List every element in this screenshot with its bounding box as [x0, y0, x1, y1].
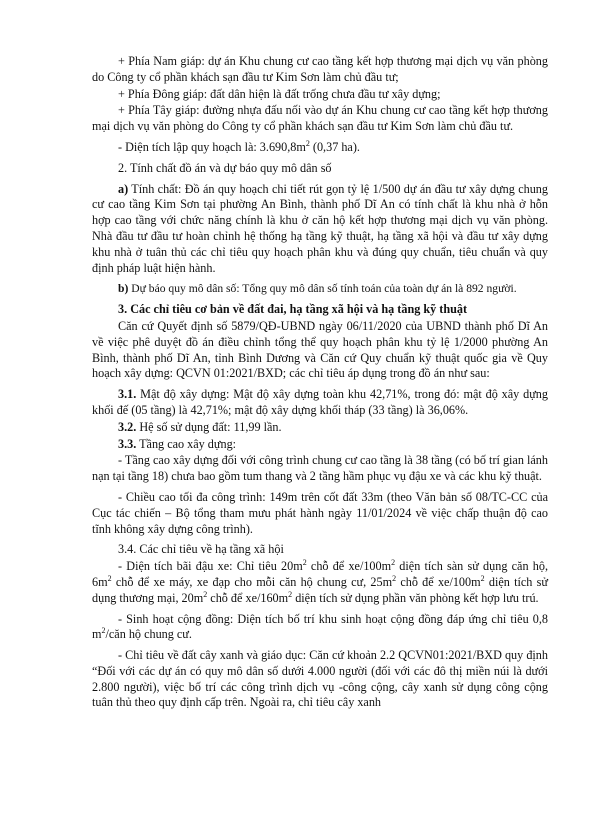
paragraph-max-height: [92, 490, 548, 537]
superscript: 2: [391, 558, 396, 568]
lead-label: 3.1.: [118, 387, 137, 402]
paragraph-3-4: [92, 542, 548, 558]
text: - Diện tích lập quy hoạch là: 3.690,8m: [118, 139, 306, 154]
paragraph-nature: [92, 182, 548, 277]
text: chỗ để xe/160m: [207, 590, 289, 605]
superscript: 2: [302, 558, 307, 568]
paragraph-3-2: [92, 420, 548, 436]
paragraph-legal-basis: [92, 319, 548, 382]
text: + Phía Nam giáp: dự án Khu chung cư cao tầng kết hợp thương mại dịch vụ văn phòng do Công ty cổ phần khách sạn đầu tư Kim Sơn làm chủ đầu tư;: [92, 54, 548, 84]
text: (0,37 ha).: [309, 139, 360, 154]
text: chỗ để xe máy, xe đạp cho mỗi căn hộ chung cư, 25m: [111, 574, 393, 589]
paragraph-population: [92, 281, 548, 297]
superscript: 2: [480, 573, 485, 583]
paragraph-community: [92, 612, 548, 644]
lead-label: a): [118, 181, 129, 196]
paragraph-floor-count: [92, 453, 548, 485]
paragraph-3-3: [92, 437, 548, 453]
text: 3. Các chỉ tiêu cơ bản về đất đai, hạ tầng xã hội và hạ tầng kỹ thuật: [118, 302, 468, 317]
text: chỗ để xe/100m: [306, 559, 392, 574]
section-heading-2: [92, 161, 548, 177]
lead-label: b): [118, 282, 129, 296]
text: + Phía Đông giáp: đất dân hiện là đất trống chưa đầu tư xây dựng;: [118, 86, 441, 101]
superscript: 2: [107, 573, 112, 583]
text: 3.4. Các chỉ tiêu về hạ tầng xã hội: [118, 542, 284, 557]
paragraph-3-1: [92, 387, 548, 419]
text: - Sinh hoạt cộng đồng: Diện tích bố trí khu sinh hoạt cộng đồng đáp ứng chỉ tiêu 0,8 m: [92, 611, 548, 642]
paragraph-green-education: [92, 648, 548, 711]
lead-label: 3.2.: [118, 419, 137, 434]
text: - Chỉ tiêu về đất cây xanh và giáo dục: Căn cứ khoản 2.2 QCVN01:2021/BXD quy định “Đối với các dự án có quy mô dân số dưới 4.000 người (đối với các đô thị miền núi là dưới 2.800 người), việc bố trí các công trình dịch vụ -công cộng, cây xanh sử dụng công cộng tuân thủ theo quy định cấp trên. Ngoài ra, chỉ tiêu cây xanh: [92, 648, 548, 710]
text: diện tích sàn sử dụng căn hộ, 6m: [92, 559, 548, 589]
paragraph-parking: [92, 559, 548, 606]
superscript: 2: [392, 573, 397, 583]
text: Tính chất: Đồ án quy hoạch chi tiết rút gọn tỷ lệ 1/500 dự án đầu tư xây dựng chung cư cao tầng Kim Sơn tại phường An Bình, thành phố Dĩ An có tính chất là khu nhà ở hỗn hợp cao tầng với chức năng chính là khu ở căn hộ kết hợp thương mại dịch vụ văn phòng. Nhà đầu tư đầu tư hoàn chỉnh hệ thống hạ tầng kỹ thuật, hạ tầng xã hội và đầu tư xây dựng khu nhà ở tuân thủ các chỉ tiêu quy hoạch phân khu và đúng quy chuẩn, tiêu chuẩn và quy định pháp luật hiện hành.: [92, 181, 548, 275]
paragraph-east-border: [92, 87, 548, 103]
text: diện tích sử dụng phần văn phòng kết hợp lưu trú.: [292, 590, 539, 605]
text: - Chiều cao tối đa công trình: 149m trên cốt đất 33m (theo Văn bản số 08/TC-CC của Cục tác chiến – Bộ tổng tham mưu phát hành ngày 11/01/2024 về việc chấp thuận độ cao tĩnh không xây dựng công trình).: [92, 489, 548, 536]
text: 2. Tính chất đồ án và dự báo quy mô dân số: [118, 160, 332, 175]
text: - Diện tích bãi đậu xe: Chỉ tiêu 20m: [118, 559, 303, 574]
text: /căn hộ chung cư.: [105, 627, 192, 642]
superscript: 2: [101, 626, 106, 636]
text: - Tầng cao xây dựng đối với công trình chung cư cao tầng là 38 tầng (có bố trí gian lánh nạn tại tầng 18) chưa bao gồm tum thang và 2 tầng hầm phục vụ đậu xe và các khu kỹ thuật.: [92, 453, 548, 484]
text: diện tích sử dụng thương mại, 20m: [92, 574, 548, 605]
paragraph-west-border: [92, 103, 548, 135]
text: Hệ số sử dụng đất: 11,99 lần.: [136, 419, 282, 434]
superscript: 2: [203, 589, 208, 599]
section-heading-3: [92, 302, 548, 318]
paragraph-south-border: [92, 54, 548, 86]
superscript: 2: [305, 138, 310, 148]
text: Tầng cao xây dựng:: [136, 436, 237, 451]
text: Mật độ xây dựng: Mật độ xây dựng toàn khu 42,71%, trong đó: mật độ xây dựng khối đế (05 tầng) là 42,71%; mật độ xây dựng khối tháp (33 tầng) là 36,06%.: [92, 387, 548, 417]
superscript: 2: [288, 589, 293, 599]
text: + Phía Tây giáp: đường nhựa đấu nối vào dự án Khu chung cư cao tầng kết hợp thương mại dịch vụ văn phòng do Công ty cổ phần khách sạn đầu tư Kim Sơn làm chủ đầu tư.: [92, 103, 548, 134]
text: chỗ để xe/100m: [396, 574, 481, 589]
text: Dự báo quy mô dân số: Tổng quy mô dân số tính toán của toàn dự án là 892 người.: [128, 282, 517, 296]
text: Căn cứ Quyết định số 5879/QĐ-UBND ngày 06/11/2020 của UBND thành phố Dĩ An về việc phê duyệt đồ án điều chỉnh tổng thể quy hoạch phân khu tỷ lệ 1/2000 phường An Bình, thành phố Dĩ An, tỉnh Bình Dương và Căn cứ Quy chuẩn kỹ thuật quốc gia về Quy hoạch xây dựng: QCVN 01:2021/BXD; các chỉ tiêu áp dụng trong đồ án như sau:: [92, 318, 548, 381]
paragraph-planning-area: [92, 140, 548, 156]
lead-label: 3.3.: [118, 436, 137, 451]
